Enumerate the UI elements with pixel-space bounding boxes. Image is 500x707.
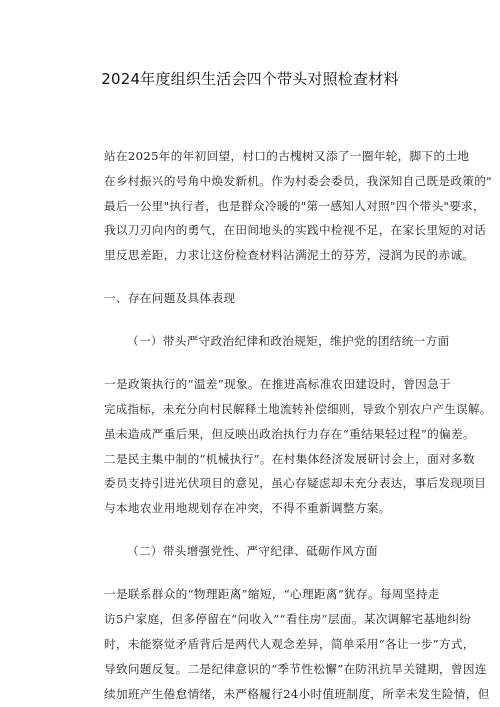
sub1-line-6: 与本地农业用地规划存在冲突，不得不重新调整方案。 (104, 501, 391, 515)
document-title: 2024年度组织生活会四个带头对照检查材料 (101, 70, 399, 88)
sub2-line-1: 一是联系群众的“物理距离”缩短，“心理距离”犹存。每周坚持走 (104, 587, 440, 601)
sub2-line-5: 续加班产生倦怠情绪，未严格履行24小时值班制度，所幸未发生险情，但 (104, 687, 490, 701)
intro-line-4: 我以刀刃向内的勇气，在田间地头的实践中检视不足，在家长里短的对话 (104, 223, 487, 237)
sub2-line-3: 时，未能察觉矛盾背后是两代人观念差异，简单采用“各让一步”方式， (104, 637, 475, 651)
intro-line-2: 在乡村振兴的号角中焕发新机。作为村委会委员，我深知自己既是政策的" (104, 174, 492, 188)
subsection-heading-1: （一）带头严守政治纪律和政治规矩，维护党的团结统一方面 (127, 334, 450, 348)
sub1-line-2: 完成指标，未充分向村民解释土地流转补偿细则，导致个别农户产生误解。 (104, 402, 492, 416)
section-heading-1: 一、存在问题及具体表现 (104, 291, 236, 305)
sub1-line-1: 一是政策执行的“温差”现象。在推进高标准农田建设时，曾因急于 (104, 377, 451, 391)
sub2-line-2: 访5户家庭，但多停留在“问收入”“看住房”层面。某次调解宅基地纠纷 (104, 612, 472, 626)
intro-line-3: 最后一公里"执行者，也是群众冷暖的"第一感知人对照"四个带头"要求， (104, 199, 486, 213)
sub2-line-4: 导致问题反复。二是纪律意识的“季节性松懈”在防汛抗旱关键期，曾因连 (104, 662, 487, 676)
sub1-line-4: 二是民主集中制的“机械执行”。在村集体经济发展研讨会上，面对多数 (104, 452, 475, 466)
sub1-line-5: 委员支持引进光伏项目的意见，虽心存疑虑却未充分表达，事后发现项目 (104, 476, 487, 490)
subsection-heading-2: （二）带头增强党性、严守纪律、砥砺作风方面 (127, 544, 378, 558)
intro-line-1: 站在2025年的年初回望，村口的古槐树又添了一圈年轮，脚下的土地 (104, 149, 470, 163)
sub1-line-3: 虽未造成严重后果，但反映出政治执行力存在“重结果轻过程”的偏差。 (104, 427, 475, 441)
intro-line-5: 里反思差距，力求让这份检查材料沾满泥土的芬芳，浸润为民的赤诚。 (104, 248, 475, 262)
